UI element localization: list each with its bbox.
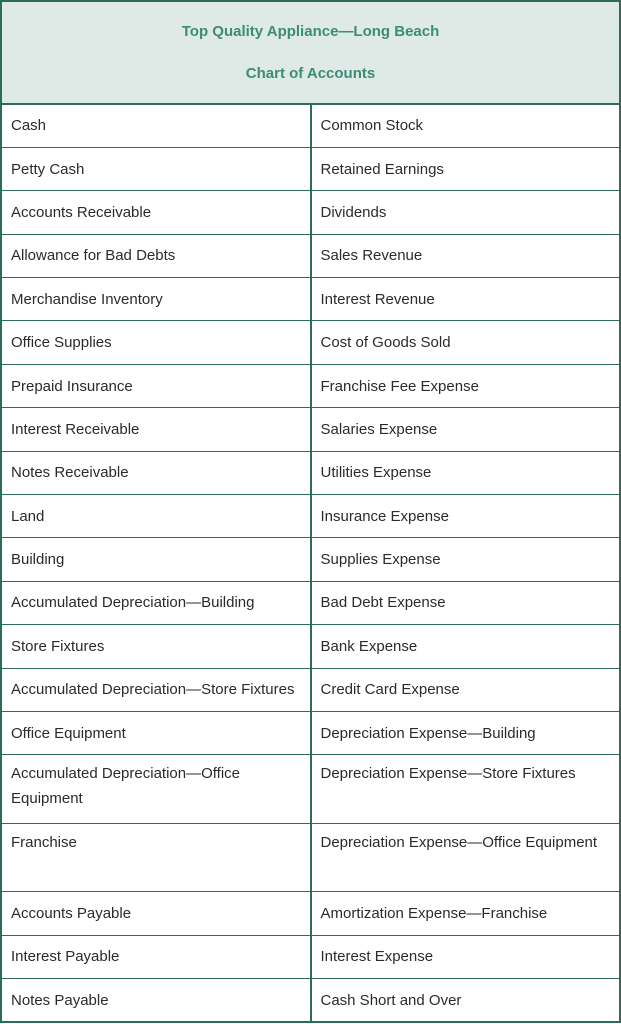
account-cell-left: Accounts Receivable <box>1 191 311 234</box>
table-row <box>1 364 620 407</box>
account-cell-right: Supplies Expense <box>311 538 621 581</box>
account-cell-right: Depreciation Expense—Building <box>311 711 621 754</box>
table-row <box>1 668 620 711</box>
account-cell-left: Accounts Payable <box>1 892 311 935</box>
table-row <box>1 892 620 935</box>
table-row <box>1 278 620 321</box>
account-cell-left: Franchise <box>1 823 311 892</box>
table-row <box>1 321 620 364</box>
account-cell-right: Bad Debt Expense <box>311 581 621 624</box>
account-cell-left: Notes Receivable <box>1 451 311 494</box>
account-cell-right: Credit Card Expense <box>311 668 621 711</box>
table-row <box>1 408 620 451</box>
account-cell-left: Building <box>1 538 311 581</box>
account-cell-right: Dividends <box>311 191 621 234</box>
account-cell-left: Interest Receivable <box>1 408 311 451</box>
table-subtitle: Chart of Accounts <box>245 64 376 82</box>
account-cell-left: Petty Cash <box>1 147 311 190</box>
account-cell-left: Prepaid Insurance <box>1 364 311 407</box>
account-cell-left: Accumulated Depreciation—Store Fixtures <box>1 668 311 711</box>
table-row <box>1 979 620 1022</box>
table-row <box>1 495 620 538</box>
table-header <box>1 1 620 104</box>
table-row <box>1 755 620 824</box>
account-cell-left: Store Fixtures <box>1 625 311 668</box>
account-cell-left: Office Supplies <box>1 321 311 364</box>
table-row <box>1 625 620 668</box>
account-cell-right: Salaries Expense <box>311 408 621 451</box>
table-row <box>1 104 620 147</box>
account-cell-right: Depreciation Expense—Office Equipment <box>311 823 621 892</box>
account-cell-right: Cost of Goods Sold <box>311 321 621 364</box>
account-cell-right: Bank Expense <box>311 625 621 668</box>
table-row <box>1 711 620 754</box>
account-cell-left: Merchandise Inventory <box>1 278 311 321</box>
account-cell-left: Accumulated Depreciation—Building <box>1 581 311 624</box>
table-row <box>1 234 620 277</box>
account-cell-left: Cash <box>1 104 311 147</box>
table-row <box>1 538 620 581</box>
account-cell-right: Depreciation Expense—Store Fixtures <box>311 755 621 824</box>
account-cell-right: Common Stock <box>311 104 621 147</box>
account-cell-left: Allowance for Bad Debts <box>1 234 311 277</box>
account-cell-left: Accumulated Depreciation—Office Equipment <box>1 755 311 824</box>
account-cell-left: Land <box>1 495 311 538</box>
table-header-row <box>1 1 620 104</box>
account-cell-right: Insurance Expense <box>311 495 621 538</box>
account-cell-left: Interest Payable <box>1 935 311 978</box>
table-row <box>1 191 620 234</box>
table-row <box>1 147 620 190</box>
table-row <box>1 935 620 978</box>
account-cell-left: Office Equipment <box>1 711 311 754</box>
account-cell-right: Cash Short and Over <box>311 979 621 1022</box>
account-cell-right: Retained Earnings <box>311 147 621 190</box>
company-title: Top Quality Appliance—Long Beach <box>181 22 440 40</box>
account-cell-left: Notes Payable <box>1 979 311 1022</box>
account-cell-right: Amortization Expense—Franchise <box>311 892 621 935</box>
table-row <box>1 581 620 624</box>
account-cell-right: Franchise Fee Expense <box>311 364 621 407</box>
table-row <box>1 823 620 892</box>
table-row <box>1 451 620 494</box>
account-cell-right: Utilities Expense <box>311 451 621 494</box>
account-cell-right: Interest Revenue <box>311 278 621 321</box>
account-cell-right: Sales Revenue <box>311 234 621 277</box>
account-cell-right: Interest Expense <box>311 935 621 978</box>
